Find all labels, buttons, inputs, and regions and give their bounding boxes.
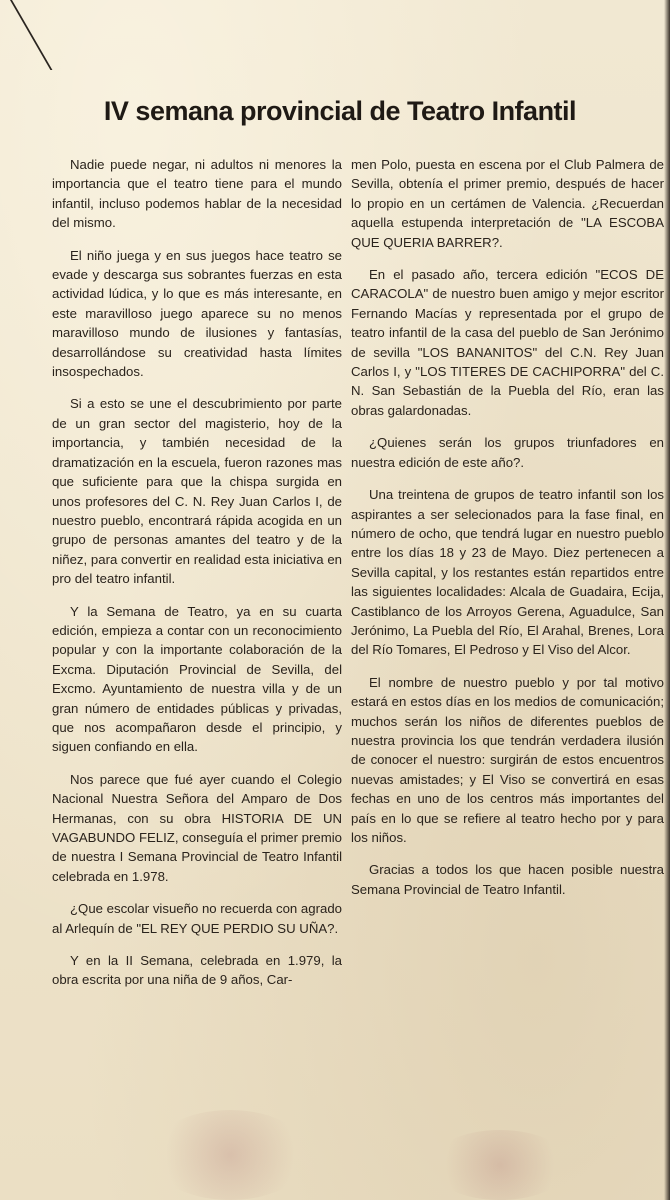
paragraph: Nos parece que fué ayer cuando el Colegio Nacional Nuestra Señora del Amparo de Dos Hermanas, con su obra HISTORIA DE UN VAGABUNDO FELIZ, conseguía el primer premio de nuestra I Semana Provincial de Teatro Infantil celebrada en 1.978. xyxy=(52,771,342,884)
paragraph: men Polo, puesta en escena por el Club Palmera de Sevilla, obtenía el primer premio, después de hacer lo propio en un certámen de Valencia. ¿Recuerdan aquella estupenda interpretación de "LA ESCOBA QUE QUERIA BARRER?. xyxy=(351,157,664,250)
paragraph: Gracias a todos los que hacen posible nuestra Semana Provincial de Teatro Infantil. xyxy=(351,862,664,897)
paragraph: Una treintena de grupos de teatro infantil son los aspirantes a ser selecionados para la fase final, en número de ocho, que tendrá lugar en nuestro pueblo entre los días 18 y 23 de Mayo. Diez pertenecen a Sevilla capital, y los restantes están repartidos entre las siguientes localidades: Alcala de Guadaira, Ecija, Castiblanco de los Arroyos Gerena, Aguadulce, San Jerónimo, La Puebla del Río, El Arahal, Brenes, Lora del Río Tomares, El Pedroso y El Viso del Alcor. xyxy=(351,487,664,658)
paragraph: Y en la II Semana, celebrada en 1.979, la obra escrita por una niña de 9 años, Car- xyxy=(52,953,342,988)
article-body xyxy=(52,155,664,1195)
left-column xyxy=(52,155,342,1195)
paragraph: ¿Que escolar visueño no recuerda con agrado al Arlequín de "EL REY QUE PERDIO SU UÑA?. xyxy=(52,901,342,936)
paper-edge-shadow xyxy=(664,0,670,1200)
paper-fold-line xyxy=(10,0,92,70)
paragraph: Y la Semana de Teatro, ya en su cuarta edición, empieza a contar con un reconocimiento popular y con la importante colaboración de la Excma. Diputación Provincial de Sevilla, del Excmo. Ayuntamiento de nuestra villa y de un gran número de entidades públicas y privadas, que nos acompañaron desde el principio, y siguen confiando en ella. xyxy=(52,603,342,755)
paragraph: Nadie puede negar, ni adultos ni menores la importancia que el teatro tiene para el mundo infantil, incluso podemos hablar de la necesidad del mismo. xyxy=(52,157,342,231)
paragraph: En el pasado año, tercera edición "ECOS DE CARACOLA" de nuestro buen amigo y mejor escritor Fernando Macías y representada por el grupo de teatro infantil de la casa del pueblo de San Jerónimo de sevilla "LOS BANANITOS" del C.N. Rey Juan Carlos I, y "LOS TITERES DE CACHIPORRA" del C. N. San Sebastián de la Puebla del Río, eran las obras galardonadas. xyxy=(351,267,664,418)
right-column xyxy=(351,155,664,1195)
paragraph: Si a esto se une el descubrimiento por parte de un gran sector del magisterio, hoy de la importancia, y también necesidad de la dramatización en la escuela, fueron razones mas que suficiente para que la chispa surgida en unos profesores del C. N. Rey Juan Carlos I, de nuestro pueblo, encontrará rápida acogida en un grupo de personas amantes del teatro y de la niñez, para convertir en realidad esta iniciativa en pro del teatro infantil. xyxy=(52,396,342,587)
paragraph: El niño juega y en sus juegos hace teatro se evade y descarga sus sobrantes fuerzas en esta actividad lúdica, y lo que es más interesante, en este maravilloso juego aparece su no menos maravilloso mundo de ilusiones y fantasías, desarrollándose su creatividad hasta límites insospechados. xyxy=(52,247,342,380)
article-title: IV semana provincial de Teatro Infantil xyxy=(103,96,577,127)
paragraph: El nombre de nuestro pueblo y por tal motivo estará en estos días en los medios de comunicación; muchos serán los niños de diferentes pueblos de nuestra provincia los que tendrán verdadera ilusión de conocer el nuestro: surgirán de estos encuentros nuevas amistades; y El Viso se convertirá en esas fechas en uno de los centros más importantes del país en lo que se refiere al teatro hecho por y para los niños. xyxy=(351,674,664,845)
paragraph: ¿Quienes serán los grupos triunfadores en nuestra edición de este año?. xyxy=(351,435,664,470)
